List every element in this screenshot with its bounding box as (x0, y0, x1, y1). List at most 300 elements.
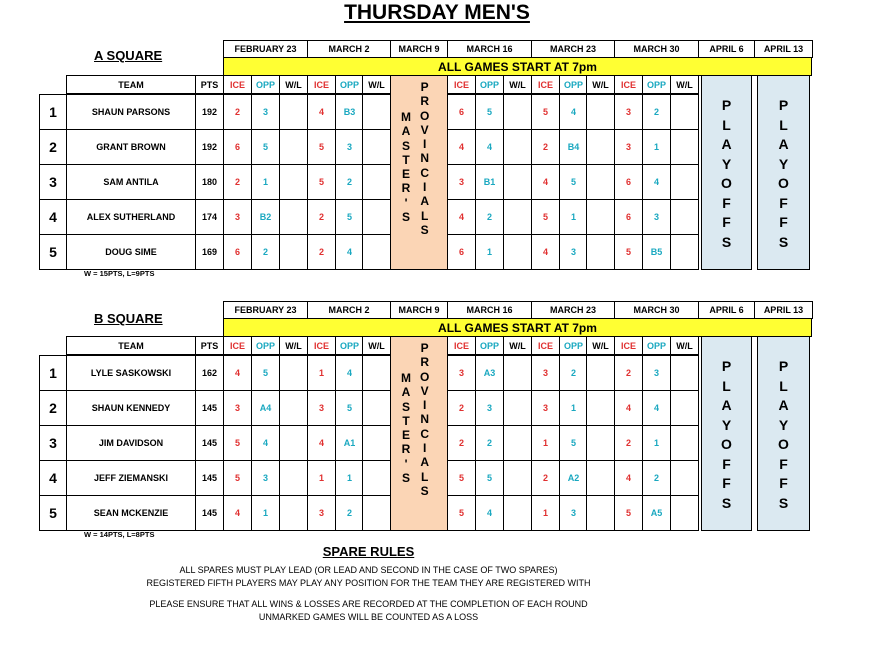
column-header-opp: OPP (251, 75, 280, 94)
opponent-value: 3 (335, 129, 364, 165)
ice-sheet-value: 6 (614, 199, 643, 235)
ice-sheet-value: 2 (307, 199, 336, 235)
ice-sheet-value: 2 (223, 164, 252, 200)
team-name: DOUG SIME (66, 234, 196, 270)
playoffs-letter: F (779, 455, 788, 472)
playoffs-label (758, 357, 809, 513)
column-header-pts: PTS (195, 75, 224, 94)
team-points: 174 (195, 199, 224, 235)
spare-rule-line: PLEASE ENSURE THAT ALL WINS & LOSSES ARE RECORDED AT THE COMPLETION OF EACH ROUND (149, 599, 588, 609)
date-header: FEBRUARY 23 (223, 301, 308, 319)
win-loss-cell[interactable] (503, 425, 532, 461)
win-loss-cell[interactable] (279, 495, 308, 531)
win-loss-cell[interactable] (503, 234, 532, 270)
win-loss-cell[interactable] (279, 94, 308, 130)
opponent-value: A1 (335, 425, 364, 461)
win-loss-cell[interactable] (362, 460, 391, 496)
win-loss-cell[interactable] (279, 234, 308, 270)
column-header-ice: ICE (223, 336, 252, 355)
opponent-value: A3 (475, 355, 504, 391)
ice-sheet-value: 4 (223, 355, 252, 391)
team-rank: 5 (39, 495, 67, 531)
ice-sheet-value: 5 (447, 460, 476, 496)
opponent-value: 2 (642, 460, 671, 496)
playoffs-letter: F (722, 475, 731, 491)
team-points: 192 (195, 129, 224, 165)
team-points: 169 (195, 234, 224, 270)
win-loss-cell[interactable] (670, 495, 699, 531)
playoffs-letter: L (722, 377, 731, 394)
spare-rule-line: UNMARKED GAMES WILL BE COUNTED AS A LOSS (258, 612, 479, 622)
provincials-letter: P (420, 80, 429, 94)
column-header-ice: ICE (531, 75, 560, 94)
ice-sheet-value: 5 (531, 199, 560, 235)
column-header-ice: ICE (223, 75, 252, 94)
playoffs-letter: P (778, 358, 789, 374)
opponent-value: 5 (559, 425, 588, 461)
win-loss-cell[interactable] (586, 129, 615, 165)
team-rank: 4 (39, 460, 67, 496)
playoffs-letter: Y (721, 416, 732, 433)
win-loss-cell[interactable] (362, 495, 391, 531)
column-header-opp: OPP (251, 336, 280, 355)
provincials-label (420, 80, 429, 237)
masters-letter: A (401, 385, 411, 400)
ice-sheet-value: 3 (223, 390, 252, 426)
spare-rule-line: REGISTERED FIFTH PLAYERS MAY PLAY ANY POSITION FOR THE TEAM THEY ARE REGISTERED WITH (146, 578, 591, 588)
playoffs-letter: F (779, 475, 788, 491)
win-loss-cell[interactable] (362, 390, 391, 426)
provincials-letter: N (420, 412, 429, 427)
team-name: JIM DAVIDSON (66, 425, 196, 461)
scoring-note: W = 15PTS, L=9PTS (84, 269, 155, 278)
provincials-label (420, 341, 429, 498)
masters-letter: S (401, 399, 410, 414)
playoffs-label (758, 96, 809, 252)
playoffs-letter: F (722, 194, 731, 211)
date-header: MARCH 16 (447, 301, 532, 319)
column-header-pts: PTS (195, 336, 224, 355)
masters-letter: S (401, 138, 410, 153)
provincials-letter: O (420, 108, 430, 123)
ice-sheet-value: 3 (307, 390, 336, 426)
win-loss-cell[interactable] (586, 164, 615, 200)
team-rank: 1 (39, 355, 67, 391)
playoffs-label (702, 357, 751, 513)
ice-sheet-value: 6 (223, 129, 252, 165)
ice-sheet-value: 4 (614, 460, 643, 496)
masters-letter: S (401, 471, 410, 486)
opponent-value: 3 (559, 495, 588, 531)
team-name: ALEX SUTHERLAND (66, 199, 196, 235)
ice-sheet-value: 3 (447, 355, 476, 391)
date-header: APRIL 13 (754, 301, 813, 319)
win-loss-cell[interactable] (503, 199, 532, 235)
column-header-opp: OPP (475, 336, 504, 355)
opponent-value: 4 (559, 94, 588, 130)
win-loss-cell[interactable] (503, 495, 532, 531)
provincials-letter: R (420, 355, 429, 370)
opponent-value: 4 (335, 355, 364, 391)
ice-sheet-value: 1 (531, 495, 560, 531)
win-loss-cell[interactable] (362, 129, 391, 165)
team-points: 145 (195, 495, 224, 531)
ice-sheet-value: 2 (531, 460, 560, 496)
column-header-opp: OPP (559, 75, 588, 94)
playoffs-column (701, 336, 752, 531)
provincials-letter: C (420, 165, 429, 180)
team-rank: 1 (39, 94, 67, 130)
opponent-value: 3 (642, 355, 671, 391)
ice-sheet-value: 2 (531, 129, 560, 165)
team-name: SEAN MCKENZIE (66, 495, 196, 531)
win-loss-cell[interactable] (670, 129, 699, 165)
masters-letter: M (401, 110, 411, 124)
opponent-value: 2 (475, 199, 504, 235)
opponent-value: 5 (475, 94, 504, 130)
date-header: MARCH 30 (614, 301, 699, 319)
column-header-ice: ICE (614, 75, 643, 94)
ice-sheet-value: 5 (223, 425, 252, 461)
playoffs-column (757, 75, 810, 270)
playoffs-letter: F (779, 214, 788, 230)
ice-sheet-value: 3 (531, 355, 560, 391)
opponent-value: 2 (559, 355, 588, 391)
column-header-opp: OPP (475, 75, 504, 94)
playoffs-letter: Y (778, 155, 789, 172)
playoffs-letter: S (778, 233, 789, 250)
win-loss-cell[interactable] (279, 390, 308, 426)
provincials-letter: V (420, 122, 429, 137)
masters-letter: R (401, 181, 411, 196)
provincials-letter: L (421, 208, 429, 223)
win-loss-cell[interactable] (279, 164, 308, 200)
column-header-ice: ICE (307, 75, 336, 94)
playoffs-letter: F (722, 214, 731, 230)
provincials-letter: I (423, 441, 427, 456)
column-header-opp: OPP (335, 75, 364, 94)
provincials-letter: A (420, 455, 429, 470)
win-loss-cell[interactable] (279, 355, 308, 391)
opponent-value: 1 (251, 495, 280, 531)
column-header-wl: W/L (362, 336, 391, 355)
masters-letter: ' (404, 456, 408, 471)
playoffs-letter: L (779, 377, 788, 394)
provincials-letter: P (420, 341, 429, 355)
ice-sheet-value: 6 (223, 234, 252, 270)
win-loss-cell[interactable] (362, 164, 391, 200)
opponent-value: 5 (335, 199, 364, 235)
column-header-ice: ICE (531, 336, 560, 355)
opponent-value: 3 (251, 94, 280, 130)
win-loss-cell[interactable] (670, 390, 699, 426)
opponent-value: 2 (251, 234, 280, 270)
opponent-value: 1 (475, 234, 504, 270)
provincials-letter: I (423, 137, 427, 152)
column-header-ice: ICE (307, 336, 336, 355)
ice-sheet-value: 5 (531, 94, 560, 130)
playoffs-letter: A (778, 397, 789, 413)
ice-sheet-value: 5 (614, 495, 643, 531)
ice-sheet-value: 2 (447, 425, 476, 461)
opponent-value: 4 (335, 234, 364, 270)
ice-sheet-value: 2 (614, 355, 643, 391)
provincials-letter: N (420, 151, 429, 166)
win-loss-cell[interactable] (279, 460, 308, 496)
provincials-letter: S (420, 483, 429, 498)
provincials-letter: L (421, 469, 429, 484)
ice-sheet-value: 4 (531, 164, 560, 200)
column-header-opp: OPP (642, 336, 671, 355)
win-loss-cell[interactable] (503, 94, 532, 130)
ice-sheet-value: 2 (614, 425, 643, 461)
playoffs-letter: A (721, 136, 732, 152)
ice-sheet-value: 4 (447, 199, 476, 235)
playoffs-letter: O (721, 175, 732, 191)
opponent-value: 2 (642, 94, 671, 130)
playoffs-label (702, 96, 751, 252)
team-points: 145 (195, 425, 224, 461)
column-header-opp: OPP (642, 75, 671, 94)
masters-letter: E (401, 167, 410, 182)
date-header: MARCH 30 (614, 40, 699, 58)
date-header: MARCH 23 (531, 40, 615, 58)
playoffs-letter: L (722, 116, 731, 133)
ice-sheet-value: 1 (531, 425, 560, 461)
opponent-value: A2 (559, 460, 588, 496)
team-points: 180 (195, 164, 224, 200)
ice-sheet-value: 1 (307, 355, 336, 391)
opponent-value: 3 (559, 234, 588, 270)
playoffs-letter: O (721, 436, 732, 452)
win-loss-cell[interactable] (586, 94, 615, 130)
playoffs-letter: S (721, 494, 732, 511)
provincials-letter: S (420, 222, 429, 237)
win-loss-cell[interactable] (670, 234, 699, 270)
team-rank: 2 (39, 129, 67, 165)
team-points: 192 (195, 94, 224, 130)
opponent-value: 5 (251, 129, 280, 165)
win-loss-cell[interactable] (503, 390, 532, 426)
opponent-value: A4 (251, 390, 280, 426)
ice-sheet-value: 1 (307, 460, 336, 496)
playoffs-letter: P (778, 97, 789, 113)
masters-letter: E (401, 428, 410, 443)
team-name: JEFF ZIEMANSKI (66, 460, 196, 496)
playoffs-letter: F (779, 194, 788, 211)
opponent-value: 3 (475, 390, 504, 426)
playoffs-letter: O (778, 175, 789, 191)
opponent-value: 5 (251, 355, 280, 391)
ice-sheet-value: 2 (307, 234, 336, 270)
provincials-letter: R (420, 94, 429, 109)
team-name: GRANT BROWN (66, 129, 196, 165)
win-loss-cell[interactable] (670, 355, 699, 391)
date-header: APRIL 13 (754, 40, 813, 58)
opponent-value: B5 (642, 234, 671, 270)
opponent-value: 1 (559, 390, 588, 426)
square-label: B SQUARE (94, 311, 163, 326)
provincials-letter: I (423, 398, 427, 413)
win-loss-cell[interactable] (586, 425, 615, 461)
playoffs-column (701, 75, 752, 270)
column-header-team: TEAM (66, 336, 196, 355)
ice-sheet-value: 4 (447, 129, 476, 165)
team-rank: 3 (39, 425, 67, 461)
team-name: SHAUN KENNEDY (66, 390, 196, 426)
ice-sheet-value: 3 (614, 94, 643, 130)
masters-letter: S (401, 210, 410, 225)
opponent-value: 2 (335, 495, 364, 531)
ice-sheet-value: 6 (447, 234, 476, 270)
win-loss-cell[interactable] (670, 164, 699, 200)
provincials-letter: I (423, 180, 427, 195)
team-name: SAM ANTILA (66, 164, 196, 200)
masters-label (401, 110, 411, 224)
masters-label (401, 371, 411, 485)
ice-sheet-value: 3 (307, 495, 336, 531)
opponent-value: B4 (559, 129, 588, 165)
column-header-wl: W/L (586, 336, 615, 355)
masters-provincials-column (390, 336, 448, 531)
masters-letter: R (401, 442, 411, 457)
opponent-value: B3 (335, 94, 364, 130)
provincials-letter: V (420, 383, 429, 398)
column-header-wl: W/L (279, 75, 308, 94)
ice-sheet-value: 4 (223, 495, 252, 531)
playoffs-letter: A (721, 397, 732, 413)
opponent-value: 1 (251, 164, 280, 200)
opponent-value: 1 (335, 460, 364, 496)
win-loss-cell[interactable] (362, 199, 391, 235)
win-loss-cell[interactable] (586, 234, 615, 270)
playoffs-letter: Y (778, 416, 789, 433)
column-header-wl: W/L (279, 336, 308, 355)
playoffs-letter: Y (721, 155, 732, 172)
team-rank: 3 (39, 164, 67, 200)
start-time-banner: ALL GAMES START AT 7pm (223, 318, 812, 337)
win-loss-cell[interactable] (503, 460, 532, 496)
opponent-value: 1 (559, 199, 588, 235)
provincials-letter: C (420, 426, 429, 441)
masters-letter: A (401, 124, 411, 139)
opponent-value: 2 (475, 425, 504, 461)
date-header: MARCH 2 (307, 40, 391, 58)
ice-sheet-value: 3 (531, 390, 560, 426)
opponent-value: 4 (251, 425, 280, 461)
ice-sheet-value: 5 (447, 495, 476, 531)
team-rank: 5 (39, 234, 67, 270)
column-header-ice: ICE (447, 336, 476, 355)
win-loss-cell[interactable] (279, 129, 308, 165)
spare-rule-line: ALL SPARES MUST PLAY LEAD (OR LEAD AND SECOND IN THE CASE OF TWO SPARES) (179, 565, 558, 575)
team-rank: 4 (39, 199, 67, 235)
opponent-value: 1 (642, 425, 671, 461)
playoffs-column (757, 336, 810, 531)
ice-sheet-value: 3 (614, 129, 643, 165)
provincials-letter: A (420, 194, 429, 209)
team-name: LYLE SASKOWSKI (66, 355, 196, 391)
team-name: SHAUN PARSONS (66, 94, 196, 130)
ice-sheet-value: 6 (614, 164, 643, 200)
playoffs-letter: A (778, 136, 789, 152)
win-loss-cell[interactable] (362, 355, 391, 391)
playoffs-letter: F (722, 455, 731, 472)
ice-sheet-value: 5 (307, 129, 336, 165)
opponent-value: 4 (642, 164, 671, 200)
date-header: MARCH 9 (390, 40, 448, 58)
win-loss-cell[interactable] (362, 425, 391, 461)
ice-sheet-value: 3 (223, 199, 252, 235)
opponent-value: 4 (642, 390, 671, 426)
win-loss-cell[interactable] (586, 199, 615, 235)
ice-sheet-value: 4 (614, 390, 643, 426)
team-points: 162 (195, 355, 224, 391)
win-loss-cell[interactable] (362, 234, 391, 270)
masters-letter: T (402, 413, 410, 428)
playoffs-letter: O (778, 436, 789, 452)
win-loss-cell[interactable] (670, 425, 699, 461)
win-loss-cell[interactable] (503, 355, 532, 391)
playoffs-letter: S (778, 494, 789, 511)
win-loss-cell[interactable] (279, 199, 308, 235)
win-loss-cell[interactable] (586, 460, 615, 496)
provincials-letter: O (420, 369, 430, 384)
page-title: THURSDAY MEN'S (344, 1, 530, 24)
opponent-value: 1 (642, 129, 671, 165)
scoring-note: W = 14PTS, L=8PTS (84, 530, 155, 539)
opponent-value: 2 (335, 164, 364, 200)
ice-sheet-value: 4 (307, 425, 336, 461)
opponent-value: 5 (475, 460, 504, 496)
win-loss-cell[interactable] (503, 164, 532, 200)
win-loss-cell[interactable] (586, 390, 615, 426)
win-loss-cell[interactable] (362, 94, 391, 130)
column-header-opp: OPP (335, 336, 364, 355)
team-points: 145 (195, 390, 224, 426)
opponent-value: 4 (475, 495, 504, 531)
playoffs-letter: P (721, 97, 732, 113)
column-header-wl: W/L (586, 75, 615, 94)
win-loss-cell[interactable] (670, 460, 699, 496)
playoffs-letter: S (721, 233, 732, 250)
ice-sheet-value: 4 (531, 234, 560, 270)
masters-letter: ' (404, 195, 408, 210)
win-loss-cell[interactable] (670, 199, 699, 235)
win-loss-cell[interactable] (670, 94, 699, 130)
win-loss-cell[interactable] (586, 495, 615, 531)
win-loss-cell[interactable] (503, 129, 532, 165)
date-header: MARCH 2 (307, 301, 391, 319)
team-points: 145 (195, 460, 224, 496)
opponent-value: 5 (335, 390, 364, 426)
masters-letter: T (402, 152, 410, 167)
date-header: APRIL 6 (698, 40, 755, 58)
win-loss-cell[interactable] (586, 355, 615, 391)
masters-letter: M (401, 371, 411, 385)
date-header: MARCH 16 (447, 40, 532, 58)
win-loss-cell[interactable] (279, 425, 308, 461)
column-header-team: TEAM (66, 75, 196, 94)
date-header: FEBRUARY 23 (223, 40, 308, 58)
opponent-value: A5 (642, 495, 671, 531)
date-header: MARCH 23 (531, 301, 615, 319)
date-header: MARCH 9 (390, 301, 448, 319)
opponent-value: 3 (251, 460, 280, 496)
column-header-ice: ICE (447, 75, 476, 94)
ice-sheet-value: 2 (447, 390, 476, 426)
column-header-wl: W/L (503, 75, 532, 94)
